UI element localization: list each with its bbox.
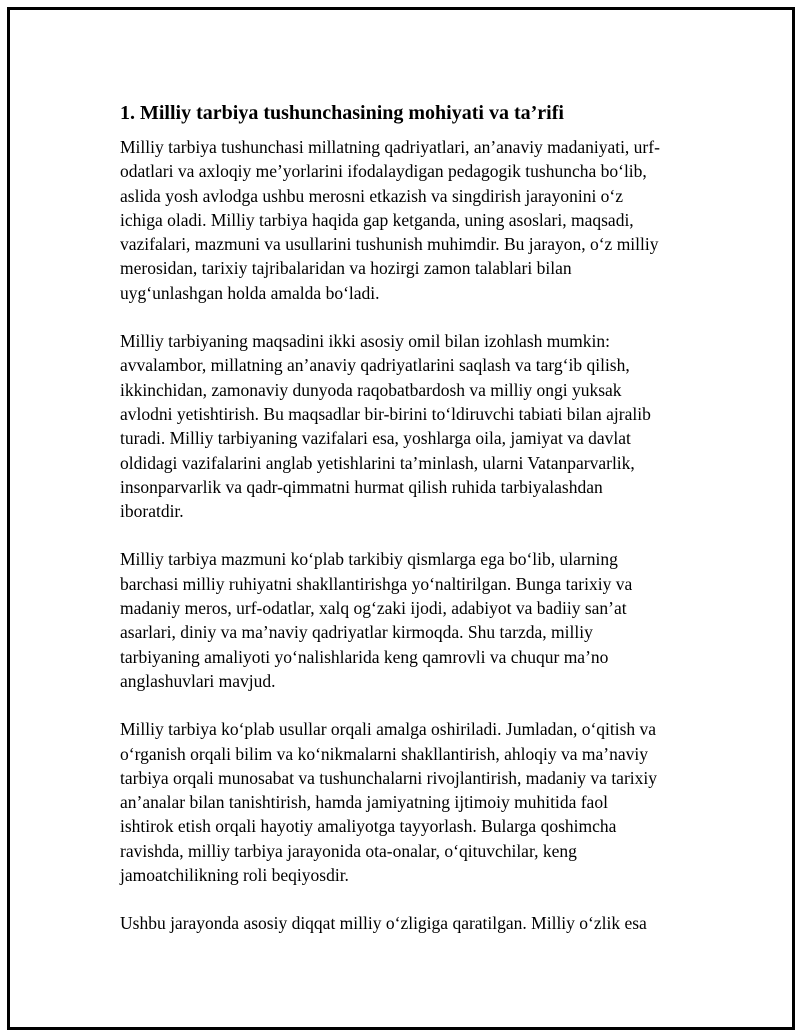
text-line: tarbiyaning amaliyoti yo‘nalishlarida keng qamrovli va chuqur ma’no [120,646,609,667]
text-line: barchasi milliy ruhiyatni shakllantirishga yo‘naltirilgan. Bunga tarixiy va [120,573,633,594]
text-line: insonparvarlik va qadr-qimmatni hurmat qilish ruhida tarbiyalashdan [120,476,603,497]
text-line: Milliy tarbiya mazmuni ko‘plab tarkibiy qismlarga ega bo‘lib, ularning [120,549,618,570]
text-line: ichiga oladi. Milliy tarbiya haqida gap ketganda, uning asoslari, maqsadi, [120,209,634,230]
text-line: tarbiya orqali munosabat va tushunchalarni rivojlantirish, madaniy va tarixiy [120,767,658,788]
text-line: oldidagi vazifalarini anglab yetishlarini ta’minlash, ularni Vatanparvarlik, [120,452,635,473]
text-line: an’analar bilan tanishtirish, hamda jamiyatning ijtimoiy muhitida faol [120,792,608,813]
text-line: aslida yosh avlodga ushbu merosni etkazish va singdirish jarayonini o‘z [120,185,624,206]
text-line: asarlari, diniy va ma’naviy qadriyatlar kirmoqda. Shu tarzda, milliy [120,622,593,643]
section-heading: 1. Milliy tarbiya tushunchasining mohiyati va ta’rifi [120,102,564,124]
text-line: uyg‘unlashgan holda amalda bo‘ladi. [120,282,380,303]
text-line: merosidan, tarixiy tajribalaridan va hozirgi zamon talablari bilan [120,258,572,279]
text-line: madaniy meros, urf-odatlar, xalq og‘zaki ijodi, adabiyot va badiiy san’at [120,598,627,619]
paragraph-4 [120,717,690,887]
text-line: jamoatchilikning roli beqiyosdir. [120,865,349,886]
text-line: Milliy tarbiya ko‘plab usullar orqali amalga oshiriladi. Jumladan, o‘qitish va [120,719,657,740]
text-line: ravishda, milliy tarbiya jarayonida ota-onalar, o‘qituvchilar, keng [120,840,577,861]
paragraph-5 [120,911,690,935]
page-frame [7,7,795,1030]
paragraph-3 [120,547,690,693]
text-line: anglashuvlari mavjud. [120,670,276,691]
text-line: avvalambor, millatning an’anaviy qadriyatlarini saqlash va targ‘ib qilish, [120,355,630,376]
text-line: ishtirok etish orqali hayotiy amaliyotga tayyorlash. Bularga qoshimcha [120,816,617,837]
text-line: avlodni yetishtirish. Bu maqsadlar bir-birini to‘ldiruvchi tabiati bilan ajralib [120,403,651,424]
text-line: iboratdir. [120,501,184,522]
text-line: odatlari va axloqiy me’yorlarini ifodalaydigan pedagogik tushuncha bo‘lib, [120,161,647,182]
text-line: vazifalari, mazmuni va usullarini tushunish muhimdir. Bu jarayon, o‘z milliy [120,234,659,255]
paragraph-1 [120,135,690,305]
text-line: Ushbu jarayonda asosiy diqqat milliy o‘zligiga qaratilgan. Milliy o‘zlik esa [120,913,647,934]
text-line: ikkinchidan, zamonaviy dunyoda raqobatbardosh va milliy ongi yuksak [120,379,622,400]
document-body [120,100,690,960]
paragraph-2 [120,329,690,523]
text-line: turadi. Milliy tarbiyaning vazifalari esa, yoshlarga oila, jamiyat va davlat [120,428,631,449]
text-line: o‘rganish orqali bilim va ko‘nikmalarni shakllantirish, ahloqiy va ma’naviy [120,743,648,764]
text-line: Milliy tarbiyaning maqsadini ikki asosiy omil bilan izohlash mumkin: [120,331,610,352]
text-line: Milliy tarbiya tushunchasi millatning qadriyatlari, an’anaviy madaniyati, urf- [120,137,660,157]
